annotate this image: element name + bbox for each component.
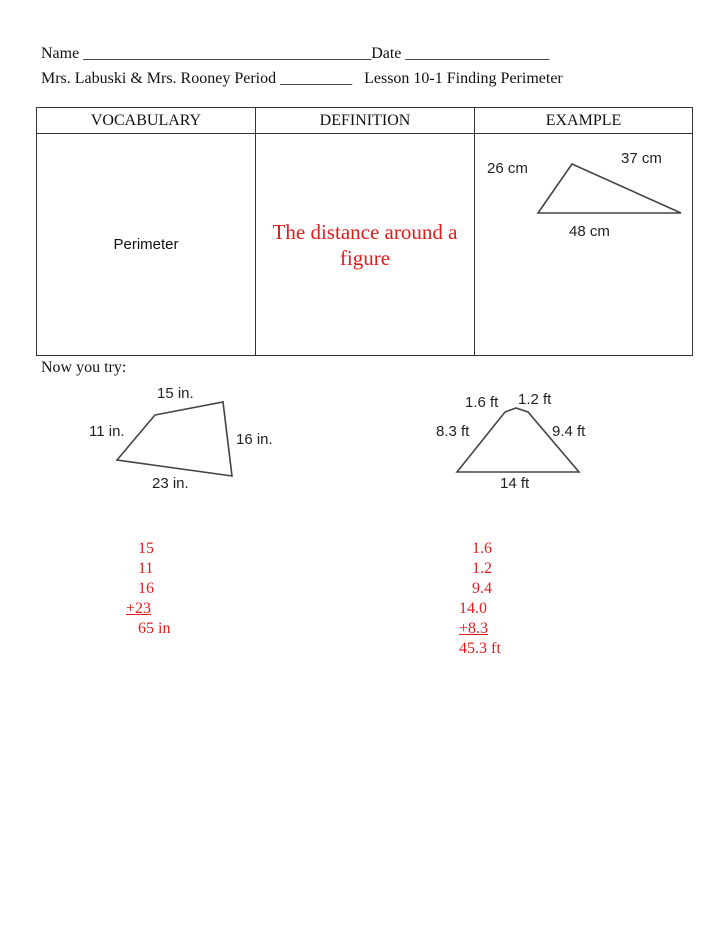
example-triangle: [538, 164, 681, 213]
pent-label-left: 8.3 ft: [436, 423, 470, 440]
example-cell: [475, 134, 693, 356]
quad-label-bottom: 23 in.: [152, 475, 189, 492]
example-triangle-figure: [475, 134, 695, 355]
quad-label-top: 15 in.: [157, 385, 194, 402]
header-example: EXAMPLE: [475, 108, 693, 134]
definition-text: The distance around a figure: [272, 219, 458, 270]
name-date-line: Name ____________________________________Date __________________: [41, 45, 550, 62]
answer-line: 16: [138, 580, 154, 597]
pent-label-bottom: 14 ft: [500, 475, 530, 492]
practice-figures: [0, 370, 728, 500]
now-you-try-label: Now you try:: [41, 359, 127, 376]
header-vocabulary: VOCABULARY: [37, 108, 256, 134]
example-label-left: 26 cm: [487, 160, 528, 177]
answer-line: 1.2: [472, 560, 492, 577]
answer-line: +8.3: [459, 620, 489, 637]
answer-line: 11: [138, 560, 154, 577]
answer-work-2: [459, 539, 501, 659]
teacher-lesson-line: Mrs. Labuski & Mrs. Rooney Period _________ Lesson 10-1 Finding Perimeter: [41, 70, 563, 87]
definition-cell: [256, 134, 475, 356]
answer-total: 65 in: [138, 620, 171, 637]
pent-label-top-left: 1.6 ft: [465, 394, 499, 411]
pent-label-top-right: 1.2 ft: [518, 391, 552, 408]
quadrilateral-shape: [117, 402, 232, 476]
answer-total: 45.3 ft: [459, 640, 501, 657]
pentagon-shape: [457, 408, 579, 472]
answer-line: +23: [126, 600, 152, 617]
answer-work-1: [126, 539, 170, 639]
answer-line: 15: [138, 540, 154, 557]
vocab-term: Perimeter: [37, 134, 256, 356]
example-label-bottom: 48 cm: [569, 223, 610, 240]
example-label-right: 37 cm: [621, 150, 662, 167]
vocabulary-table: [36, 107, 693, 356]
quad-label-right: 16 in.: [236, 431, 273, 448]
answer-line: 14.0: [459, 600, 487, 617]
pent-label-right: 9.4 ft: [552, 423, 586, 440]
answer-line: 1.6: [472, 540, 492, 557]
quad-label-left: 11 in.: [89, 423, 125, 440]
header-definition: DEFINITION: [256, 108, 475, 134]
answer-line: 9.4: [472, 580, 492, 597]
